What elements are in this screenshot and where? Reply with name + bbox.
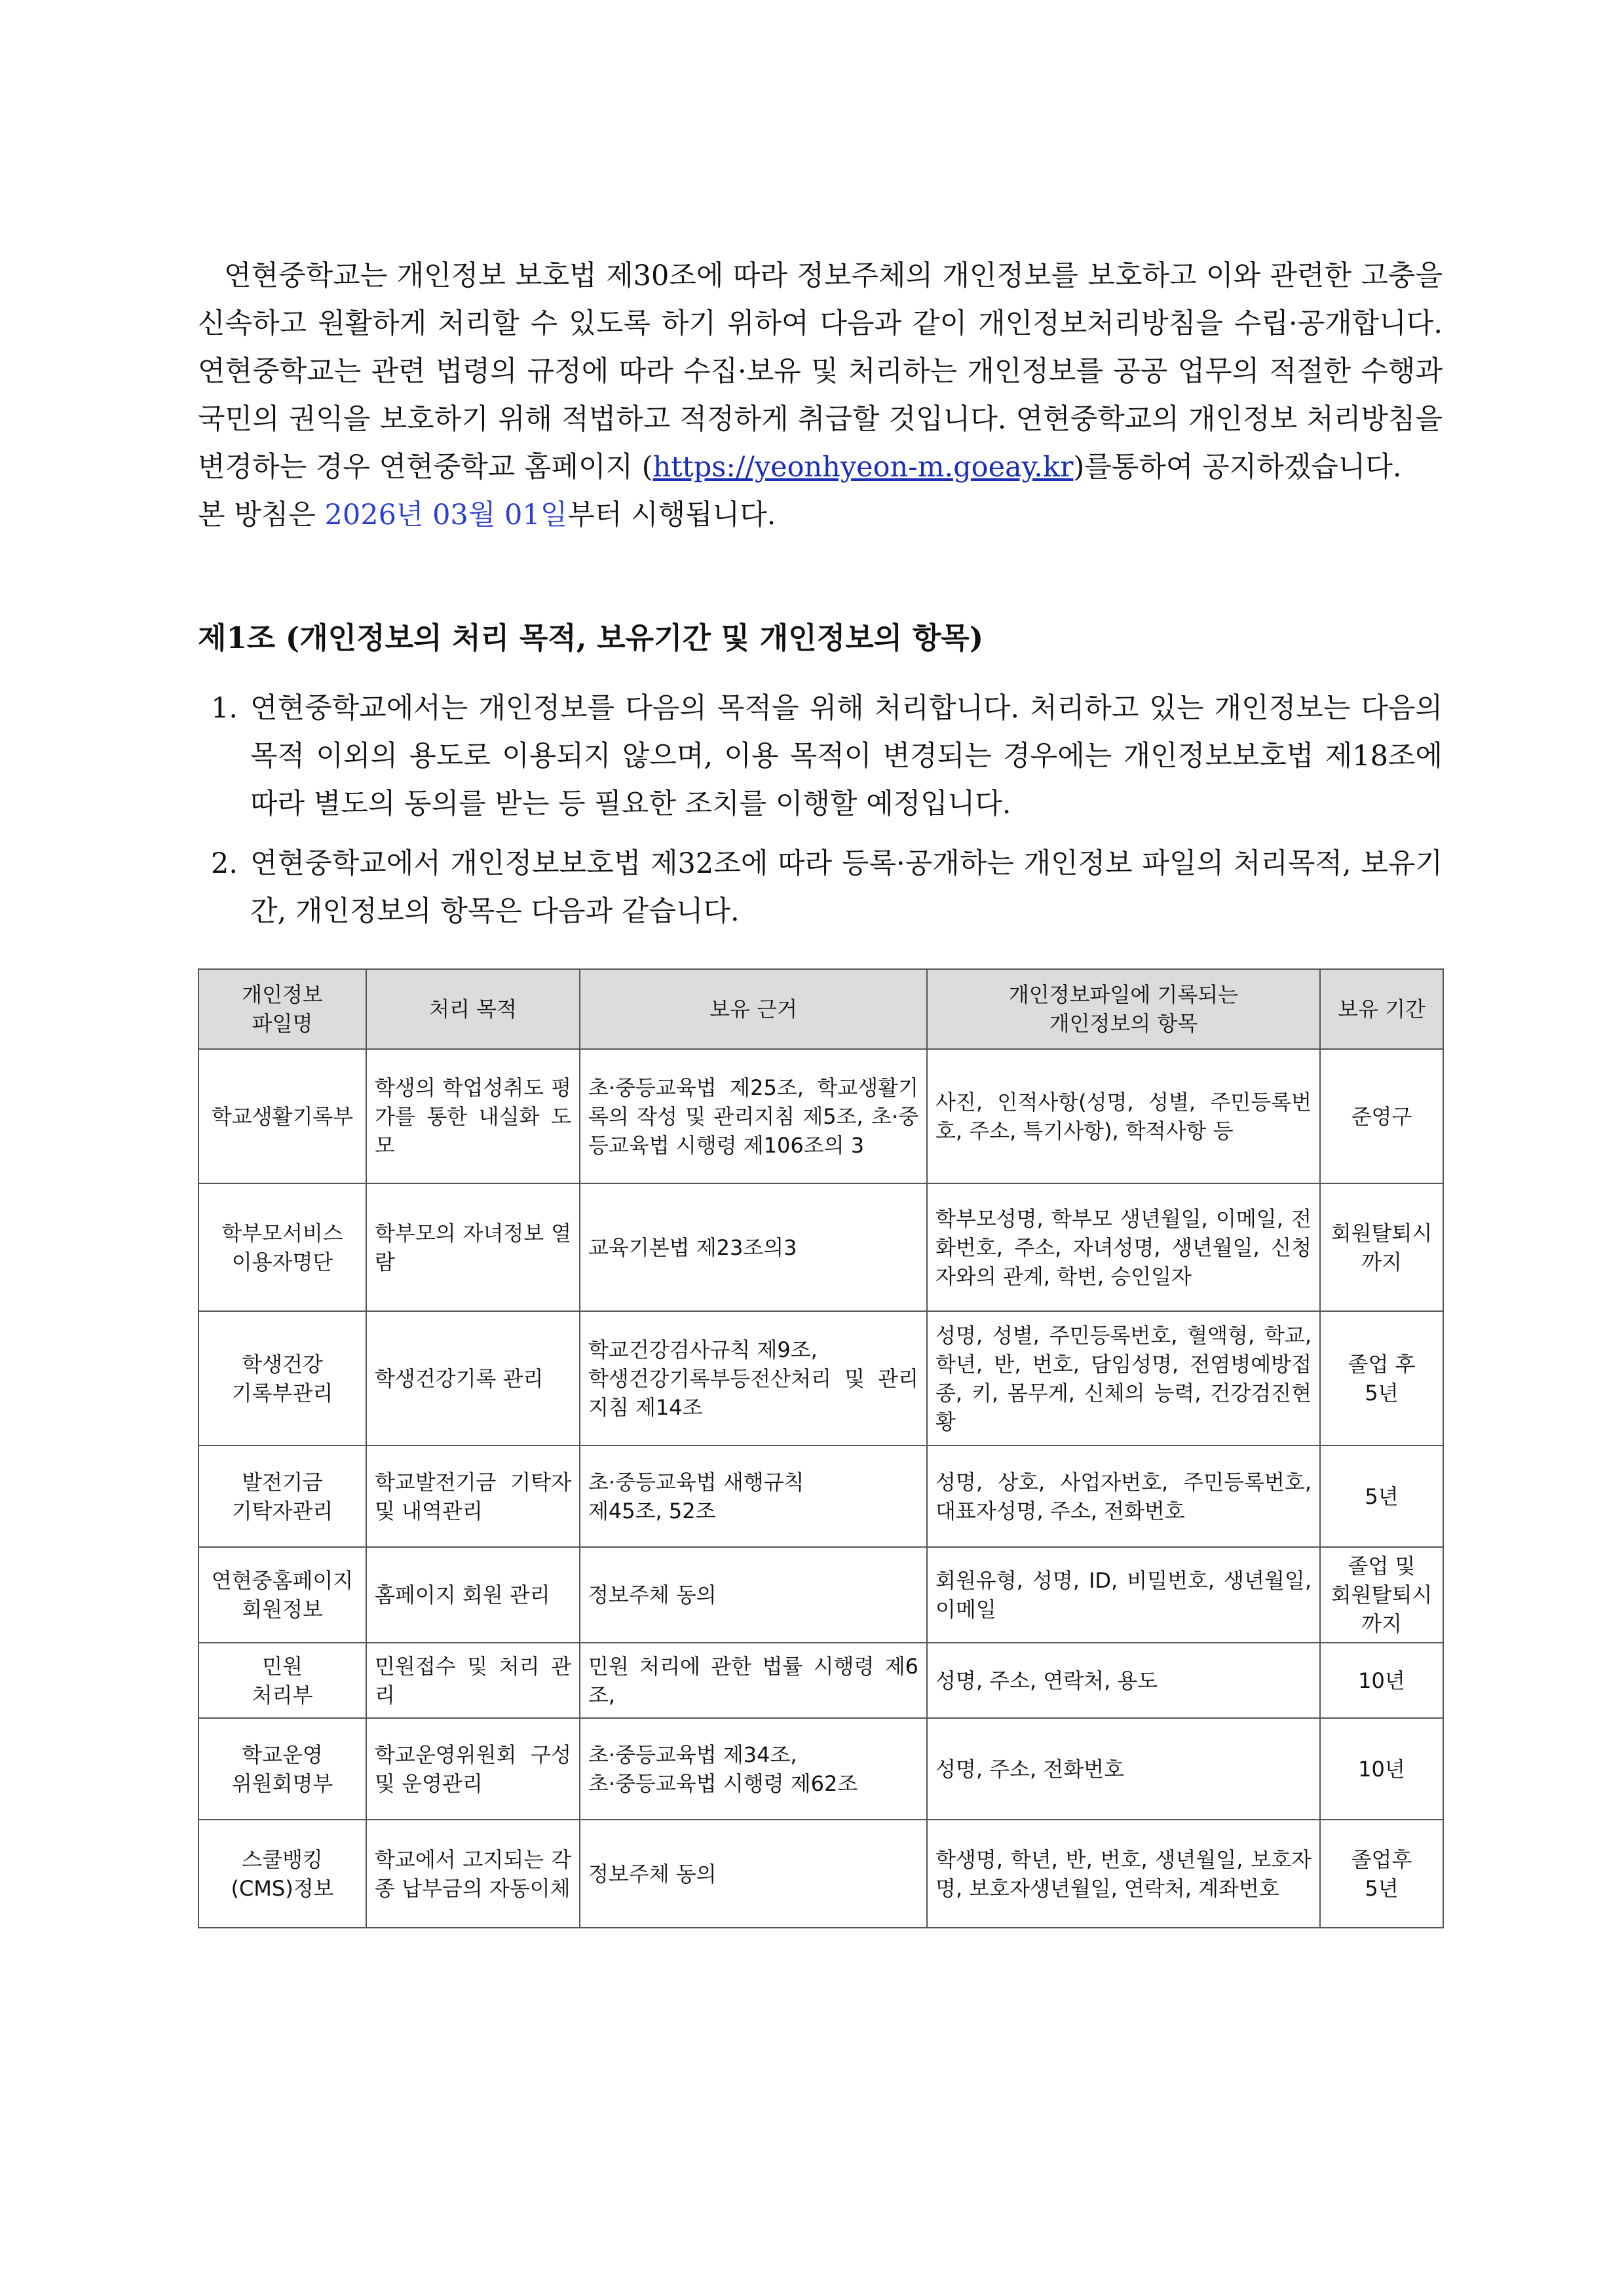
intro-paragraph (198, 252, 1443, 491)
intro-text-end: )를통하여 공지하겠습니다. (1073, 451, 1402, 484)
cell-purpose: 학부모의 자녀정보 열람 (366, 1183, 580, 1311)
header-file-name: 개인정보 파일명 (198, 969, 366, 1049)
cell-purpose: 학교에서 고지되는 각종 납부금의 자동이체 (366, 1820, 580, 1928)
table-row (198, 1718, 1443, 1820)
cell-purpose: 학교운영위원회 구성 및 운영관리 (366, 1718, 580, 1820)
cell-file-name: 스쿨뱅킹 (CMS)정보 (198, 1820, 366, 1928)
intro (198, 252, 1443, 539)
cell-items: 학생명, 학년, 반, 번호, 생년월일, 보호자명, 보호자생년월일, 연락처, 계좌번호 (927, 1820, 1320, 1928)
cell-basis: 초·중등교육법 제25조, 학교생활기록의 작성 및 관리지침 제5조, 초·중등교육법 시행령 제106조의 3 (580, 1049, 927, 1183)
cell-file-name: 학교운영 위원회명부 (198, 1718, 366, 1820)
cell-file-name: 발전기금 기탁자관리 (198, 1445, 366, 1547)
header-basis: 보유 근거 (580, 969, 927, 1049)
cell-basis: 초·중등교육법 새행규칙 제45조, 52조 (580, 1445, 927, 1547)
cell-basis: 민원 처리에 관한 법률 시행령 제6조, (580, 1643, 927, 1718)
cell-purpose: 학생건강기록 관리 (366, 1311, 580, 1445)
cell-basis: 학교건강검사규칙 제9조, 학생건강기록부등전산처리 및 관리지침 제14조 (580, 1311, 927, 1445)
header-items: 개인정보파일에 기록되는 개인정보의 항목 (927, 969, 1320, 1049)
cell-period: 졸업후 5년 (1320, 1820, 1443, 1928)
personal-info-file-table (198, 968, 1444, 1928)
header-period: 보유 기간 (1320, 969, 1443, 1049)
cell-period: 10년 (1320, 1718, 1443, 1820)
table-row (198, 1643, 1443, 1718)
table-row (198, 1820, 1443, 1928)
cell-basis: 초·중등교육법 제34조, 초·중등교육법 시행령 제62조 (580, 1718, 927, 1820)
cell-items: 회원유형, 성명, ID, 비밀번호, 생년월일, 이메일 (927, 1547, 1320, 1643)
table-header-row (198, 969, 1443, 1049)
effective-text: 본 방침은 (198, 499, 325, 531)
table-row (198, 1311, 1443, 1445)
item-text: 연현중학교에서 개인정보보호법 제32조에 따라 등록·공개하는 개인정보 파일의 처리목적, 보유기간, 개인정보의 항목은 다음과 같습니다. (250, 847, 1443, 928)
cell-items: 학부모성명, 학부모 생년월일, 이메일, 전화번호, 주소, 자녀성명, 생년월일, 신청자와의 관계, 학번, 승인일자 (927, 1183, 1320, 1311)
table-row (198, 1445, 1443, 1547)
cell-file-name: 연현중홈페이지 회원정보 (198, 1547, 366, 1643)
cell-file-name: 학생건강 기록부관리 (198, 1311, 366, 1445)
cell-items: 성명, 상호, 사업자번호, 주민등록번호, 대표자성명, 주소, 전화번호 (927, 1445, 1320, 1547)
article-title: 제1조 (개인정보의 처리 목적, 보유기간 및 개인정보의 항목) (198, 621, 984, 655)
article-items (198, 685, 1443, 936)
cell-period: 준영구 (1320, 1049, 1443, 1183)
effective-date: 2026년 03월 01일 (324, 499, 568, 531)
cell-file-name: 학교생활기록부 (198, 1049, 366, 1183)
cell-purpose: 민원접수 및 처리 관리 (366, 1643, 580, 1718)
cell-file-name: 학부모서비스 이용자명단 (198, 1183, 366, 1311)
item-number: 2. (211, 847, 238, 880)
table-row (198, 1049, 1443, 1183)
cell-items: 성명, 주소, 전화번호 (927, 1718, 1320, 1820)
cell-items: 성명, 성별, 주민등록번호, 혈액형, 학교, 학년, 반, 번호, 담임성명, 전염병예방접종, 키, 몸무게, 신체의 능력, 건강검진현황 (927, 1311, 1320, 1445)
cell-period: 10년 (1320, 1643, 1443, 1718)
cell-period: 5년 (1320, 1445, 1443, 1547)
header-purpose: 처리 목적 (366, 969, 580, 1049)
cell-basis: 정보주체 동의 (580, 1820, 927, 1928)
cell-period: 회원탈퇴시 까지 (1320, 1183, 1443, 1311)
cell-period: 졸업 및 회원탈퇴시 까지 (1320, 1547, 1443, 1643)
effective-text-end: 부터 시행됩니다. (567, 499, 776, 531)
table-row (198, 1183, 1443, 1311)
item-text: 연현중학교에서는 개인정보를 다음의 목적을 위해 처리합니다. 처리하고 있는 개인정보는 다음의 목적 이외의 용도로 이용되지 않으며, 이용 목적이 변경되는 경우에는 개인정보보호법 제18조에 따라 별도의 동의를 받는 등 필요한 조치를 이행할 예정입니다. (250, 692, 1443, 820)
cell-period: 졸업 후 5년 (1320, 1311, 1443, 1445)
cell-purpose: 홈페이지 회원 관리 (366, 1547, 580, 1643)
cell-purpose: 학교발전기금 기탁자 및 내역관리 (366, 1445, 580, 1547)
table-row (198, 1547, 1443, 1643)
cell-basis: 정보주체 동의 (580, 1547, 927, 1643)
intro-text: 연현중학교는 개인정보 보호법 제30조에 따라 정보주체의 개인정보를 보호하고 이와 관련한 고충을 신속하고 원활하게 처리할 수 있도록 하기 위하여 다음과 같이 개인정보처리방침을 수립·공개합니다. 연현중학교는 관련 법령의 규정에 따라 수집·보유 및 처리하는 개인정보를 공공 업무의 적절한 수행과 국민의 권익을 보호하기 위해 적법하고 적정하게 취급할 것입니다. 연현중학교의 개인정보 처리방침을 변경하는 경우 연현중학교 홈페이지 ( (198, 259, 1443, 484)
homepage-link[interactable]: https://yeonhyeon-m.goeay.kr (652, 451, 1074, 484)
cell-items: 성명, 주소, 연락처, 용도 (927, 1643, 1320, 1718)
article-item (198, 685, 1443, 828)
effective-date-paragraph (198, 491, 1443, 539)
cell-purpose: 학생의 학업성취도 평가를 통한 내실화 도모 (366, 1049, 580, 1183)
article-item (198, 840, 1443, 936)
cell-items: 사진, 인적사항(성명, 성별, 주민등록번호, 주소, 특기사항), 학적사항 등 (927, 1049, 1320, 1183)
cell-file-name: 민원 처리부 (198, 1643, 366, 1718)
document-page (198, 252, 1443, 1928)
item-number: 1. (211, 692, 238, 725)
cell-basis: 교육기본법 제23조의3 (580, 1183, 927, 1311)
